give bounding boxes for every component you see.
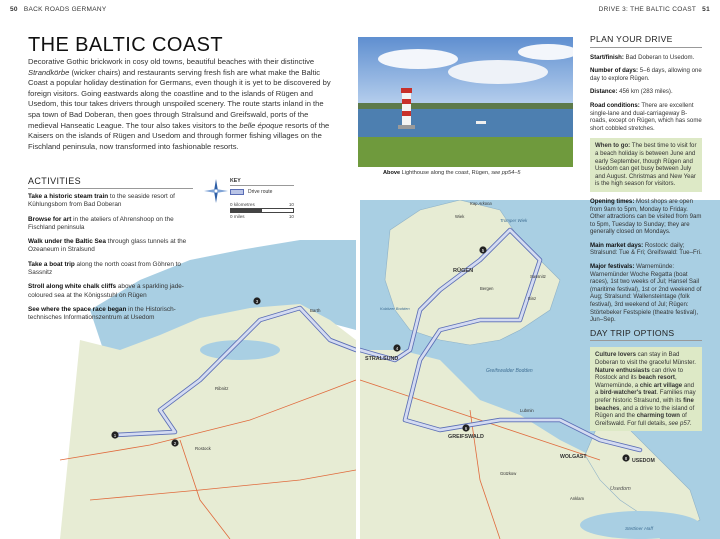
label-rostock: Rostock (195, 446, 211, 451)
photo-lighthouse-stripe (402, 99, 411, 104)
daytrip-ref: see p57. (668, 419, 692, 427)
left-running-title: BACK ROADS GERMANY (23, 6, 107, 13)
activity-text: in the ateliers of Ahrenshoop on the Fischland peninsula (28, 215, 174, 231)
compass-icon (203, 178, 229, 204)
photo-meadow (358, 137, 573, 167)
photo-far-shore (358, 103, 573, 109)
stop-5-number: 5 (481, 248, 485, 253)
stop-8-number: 8 (624, 456, 628, 461)
right-running-title: DRIVE 3: THE BALTIC COAST (598, 6, 697, 13)
photo-water (358, 109, 573, 139)
label-tromper-wiek: Tromper Wiek (500, 218, 528, 223)
label-ruegen: RÜGEN (453, 268, 474, 274)
activity-item (28, 283, 188, 300)
daytrip-bold-1: Culture lovers (595, 351, 636, 359)
stop-3-number: 3 (255, 299, 259, 304)
label-anklam: Anklam (570, 496, 584, 501)
daytrip-bold-2: Nature enthusiasts (595, 366, 650, 374)
plan-when-text: The best time to visit for a beach holiday is between June and early September, though Rügen and Usedom can get busy between July and August. Christmas and New Year is the high season for visitors. (595, 142, 697, 188)
plan-market-label: Main market days: (590, 241, 644, 249)
label-gutzkow: Gützkow (500, 471, 517, 476)
plan-days (590, 67, 702, 82)
daytrip-text-6: , and a drive to the island of Rügen and the (595, 404, 695, 420)
drive-route-swatch (230, 189, 244, 195)
label-lubmin: Lubmin (520, 408, 534, 413)
daytrip-text-3: , Warnemünde, a (595, 374, 677, 389)
plan-when (590, 138, 702, 192)
intro-text-2: (wicker chairs) and restaurants serving fresh fish are what make the Baltic Coast a popular holiday destination for Germans, even though it is yet to be discovered by foreign visitors. Going eastwards along the coastline and to the islands of Rügen and Usedom, this tour takes drivers through unspoiled scenery. The route starts inland in the spa town of Bad Doberan, then goes through Stralsund and Greifswald, ports of the medieval Hanseatic League. The tour also takes visitors to the (28, 67, 331, 130)
lighthouse-photo (358, 37, 573, 167)
label-usedom-island: Usedom (610, 486, 631, 492)
daytrip-bold-7: charming town (636, 412, 681, 420)
stop-2-number: 2 (173, 441, 177, 446)
scale-mi-start: 0 miles (230, 214, 245, 219)
activity-title: Stroll along white chalk cliffs (28, 283, 117, 291)
daytrip-text-1: can stay in Bad Doberan to visit the graceful Münster. (595, 351, 696, 366)
activity-item (28, 261, 188, 278)
activity-text: through glass tunnels at the Ozeaneum in Stralsund (28, 238, 187, 254)
scale-bar (230, 202, 294, 219)
plan-heading: PLAN YOUR DRIVE (590, 36, 702, 48)
intro-text-1: Decorative Gothic brickwork in cosy old towns, beautiful beaches with their distinctive (28, 57, 315, 66)
compass-west-point (204, 189, 216, 193)
key-row-drive-route (230, 189, 294, 195)
activity-text: in the Historisch-technisches Informationszentrum at Usedom (28, 305, 176, 322)
left-running-header (10, 6, 107, 13)
photo-caption (383, 170, 573, 176)
label-greifswalder-bodden: Greifswalder Bodden (486, 368, 533, 374)
right-running-header (599, 6, 710, 13)
plan-festivals-label: Major festivals: (590, 263, 635, 271)
plan-start (590, 54, 702, 62)
activity-text: along the north coast from Göhren to Sassnitz (28, 260, 181, 277)
photo-lighthouse-lamp (401, 88, 412, 93)
label-ribnitz: Ribnitz (215, 386, 229, 391)
activity-text: to the seaside resort of Kühlungsborn from Bad Doberan (28, 193, 175, 209)
scale-km-start: 0 kilometres (230, 202, 255, 207)
left-page-number: 50 (10, 6, 18, 13)
plan-days-text: 5–6 days, allowing one day to explore Rügen. (590, 67, 702, 82)
caption-label: Above (383, 170, 401, 176)
plan-festivals (590, 263, 702, 324)
daytrip-text-4: and a (595, 381, 695, 397)
label-wolgast: WOLGAST (560, 454, 587, 460)
plan-when-label: When to go: (595, 142, 631, 150)
intro-text-3: resorts of the Kaisers on the islands of Rügen and Usedom and through former fishing villages on the Fischland peninsula, now transformed into fashionable resorts. (28, 120, 330, 151)
plan-start-label: Start/finish: (590, 53, 624, 61)
activity-item (28, 193, 188, 210)
label-sassnitz: Sassnitz (530, 274, 546, 279)
daytrip-bold-6: fine beaches (595, 396, 694, 412)
daytrip-box (590, 347, 702, 431)
label-greifswald: GREIFSWALD (448, 434, 484, 440)
plan-distance (590, 88, 702, 96)
activity-title: Walk under the Baltic Sea (28, 238, 106, 246)
activity-title: Take a boat trip (28, 260, 75, 268)
caption-ref: see pp54–5 (491, 170, 521, 176)
daytrip-bold-5: bird-watcher's treat (600, 389, 657, 397)
plan-start-text: Bad Doberan to Usedom. (623, 53, 695, 61)
page-title: THE BALTIC COAST (28, 34, 223, 56)
plan-market (590, 242, 702, 257)
scale-km-end: 10 (288, 202, 294, 207)
daytrip-text-5: . Families may prefer historic Stralsund, with its (595, 389, 696, 404)
photo-lighthouse-stripe (402, 111, 411, 116)
label-usedom-town: USEDOM (632, 458, 655, 464)
plan-distance-label: Distance: (590, 88, 618, 96)
intro-italic-2: belle époque (239, 120, 283, 130)
scale-bar-graphic (230, 208, 294, 213)
daytrip-text-2: can drive to Rostock and its (595, 366, 684, 382)
stop-6-number: 6 (464, 426, 468, 431)
compass-south-point (214, 191, 218, 203)
plan-market-text: Rostock: daily; Stralsund: Tue & Fri; Greifswald: Tue–Fri. (590, 241, 702, 257)
plan-road (590, 102, 702, 132)
scale-mi-row (230, 214, 294, 219)
photo-boat (476, 121, 486, 124)
photo-lighthouse-tower (402, 93, 411, 127)
photo-lighthouse-base (398, 125, 415, 129)
activity-title: Take a historic steam train (28, 193, 109, 200)
activity-title: See where the space race began (28, 305, 127, 313)
photo-cloud (448, 60, 548, 84)
scale-km-row (230, 202, 294, 207)
daytrip-bold-3: beach resort (638, 374, 675, 382)
stop-4-number: 4 (395, 346, 399, 351)
activity-title: Browse for art (28, 215, 72, 223)
label-stralsund: STRALSUND (365, 356, 399, 362)
photo-cloud (378, 49, 458, 69)
activity-item (28, 238, 188, 255)
intro-italic-1: Strandkörbe (28, 67, 70, 77)
plan-road-label: Road conditions: (590, 101, 640, 109)
right-page-number: 51 (702, 6, 710, 13)
activity-text: above a sparkling jade-coloured sea at the Königsstuhl on Rügen (28, 283, 184, 299)
plan-sidebar (590, 36, 702, 431)
daytrip-bold-4: chic art village (639, 381, 683, 389)
key-title: KEY (230, 178, 294, 186)
plan-road-text: There are excellent single-lane and dual-carriageway B-roads, except on Rügen, which has some short cobbled stretches. (590, 101, 702, 132)
label-barth: Barth (310, 308, 321, 313)
stop-1-number: 1 (113, 433, 117, 438)
plan-distance-text: 456 km (283 miles). (617, 88, 673, 96)
label-stettiner-haff: Stettiner Haff (625, 527, 653, 532)
activities-heading: ACTIVITIES (28, 176, 82, 186)
daytrip-heading: DAY TRIP OPTIONS (590, 330, 702, 342)
plan-days-label: Number of days: (590, 67, 639, 75)
label-kap-arkona: Kap Arkona (470, 201, 492, 206)
plan-opening-label: Opening times: (590, 197, 635, 205)
activities-list (28, 193, 188, 329)
intro-paragraph (28, 57, 333, 152)
key-drive-route-label: Drive route (248, 189, 273, 195)
caption-text: Lighthouse along the coast, Rügen, (400, 170, 492, 176)
stettiner-haff (580, 511, 700, 539)
label-kubitzer-bodden: Kubitzer Bodden (380, 306, 410, 311)
activities-rule (28, 188, 193, 189)
plan-festivals-text: Warnemünde: Warnemünder Woche Regatta (boat races), 1st two weeks of Jul; Hansel Sail (maritime festival), 1st or 2nd weekend of Aug; Stralsund: Wallensteintage (folk festival), 3rd weekend of Jul; Rügen: Störtebeker Festspiele (theatre festival), Jun–Sep. (590, 263, 702, 324)
compass-east-point (216, 189, 228, 193)
plan-opening (590, 198, 702, 236)
label-bergen: Bergen (480, 286, 494, 291)
map-key (230, 178, 294, 195)
plan-opening-text: Most shops are open from 9am to 5pm, Monday to Friday. Other attractions can be visited from 9am to 5pm, Tuesday to Sunday; they are generally closed on Mondays. (590, 197, 702, 236)
daytrip-text-7: of Greifswald. For full details, (595, 412, 687, 427)
activity-item (28, 216, 188, 233)
scale-mi-end: 10 (288, 214, 294, 219)
label-wiek: Wiek (455, 214, 465, 219)
compass-north-point (214, 179, 218, 191)
activity-item (28, 306, 188, 323)
label-binz: Binz (528, 296, 537, 301)
